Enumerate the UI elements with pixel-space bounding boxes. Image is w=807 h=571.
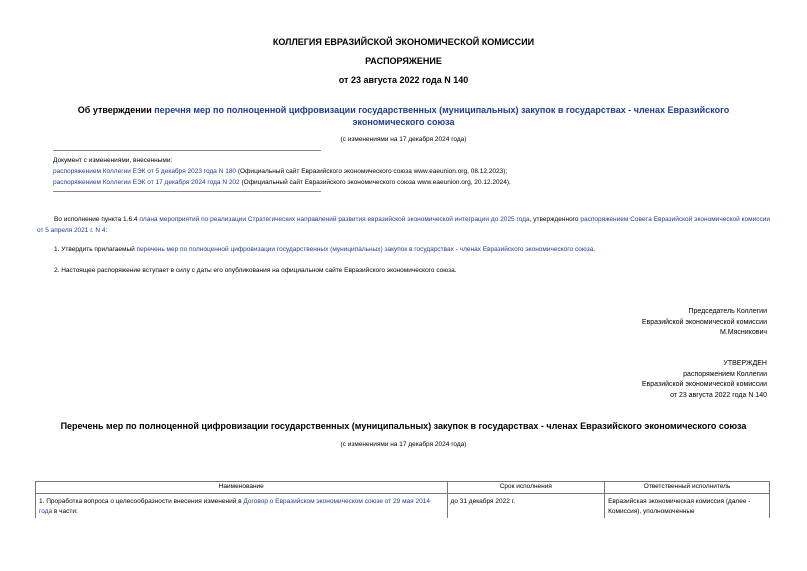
approved-organization: Евразийской экономической комиссии: [641, 381, 767, 388]
row1-executor: Евразийская экономическая комиссия (далее - Комиссия), уполномоченные: [605, 494, 770, 519]
signature-position: Председатель Коллегии: [688, 308, 767, 315]
doc-title-link[interactable]: перечня мер по полноценной цифровизации государственных (муниципальных) закупок в государствах - членах Евразийского экономического союза: [154, 105, 730, 127]
table-header-row: [36, 482, 770, 494]
row1-name-text-b: в части:: [52, 508, 78, 515]
paragraph-1-text-a: 1. Утвердить прилагаемый: [54, 246, 137, 253]
amend-box-top-rule: [53, 150, 321, 151]
paragraph-preamble: [37, 214, 770, 236]
list-changes-note: (с изменениями на 17 декабря 2024 года): [340, 441, 467, 448]
col-header-executor: Ответственный исполнитель: [605, 482, 770, 494]
amend-item-2: [53, 177, 753, 188]
amend-item-2-link[interactable]: распоряжением Коллегии ЕЭК от 17 декабря 2024 года N 202: [53, 179, 240, 186]
org-title: КОЛЛЕГИЯ ЕВРАЗИЙСКОЙ ЭКОНОМИЧЕСКОЙ КОМИССИИ: [272, 37, 535, 47]
paragraph-1: [54, 246, 770, 253]
amend-item-1-link[interactable]: распоряжением Коллегии ЕЭК от 5 декабря 2023 года N 180: [53, 168, 237, 175]
amend-box-bottom-rule: [53, 191, 321, 192]
table-row: [36, 494, 770, 519]
preamble-text-c: :: [105, 227, 108, 234]
approved-date-number: от 23 августа 2022 года N 140: [670, 391, 767, 399]
doc-type: РАСПОРЯЖЕНИЕ: [365, 56, 442, 66]
doc-title: [45, 104, 762, 128]
amend-item-1: [53, 166, 753, 177]
paragraph-1-text-b: .: [593, 246, 596, 253]
approved-label: УТВЕРЖДЕН: [723, 360, 767, 367]
paragraph-2: 2. Настоящее распоряжение вступает в силу с даты его опубликования на официальном сайте Евразийского экономического союза.: [54, 267, 457, 274]
preamble-text-a: Во исполнение пункта 1.6.4: [54, 216, 140, 223]
signature-name: М.Мясникович: [720, 329, 767, 336]
preamble-text-b: , утвержденного: [529, 216, 581, 223]
title-changes-note: (с изменениями на 17 декабря 2024 года): [340, 136, 467, 143]
approved-block: [642, 359, 767, 401]
row1-term: до 31 декабря 2022 г.: [447, 494, 605, 519]
signature-block: [642, 307, 767, 339]
doc-title-prefix: Об утверждении: [77, 105, 155, 115]
approved-by: распоряжением Коллегии: [683, 370, 767, 378]
col-header-name: Наименование: [36, 482, 448, 494]
amend-box: [53, 155, 753, 188]
amend-item-1-text: (Официальный сайт Евразийского экономического союза www.eaeunion.org, 08.12.2023);: [236, 168, 508, 175]
signature-organization: Евразийской экономической комиссии: [641, 318, 767, 326]
col-header-term: Срок исполнения: [447, 482, 605, 494]
list-title: Перечень мер по полноценной цифровизации государственных (муниципальных) закупок в государствах - членах Евразийского экономического союза: [60, 421, 747, 431]
doc-date-number: от 23 августа 2022 года N 140: [338, 75, 469, 85]
row1-name-text-a: 1. Проработка вопроса о целесообразности внесения изменений в: [39, 498, 244, 505]
amend-item-2-text: (Официальный сайт Евразийского экономического союза www.eaeunion.org, 20.12.2024).: [239, 179, 511, 186]
measures-table: [35, 481, 770, 518]
row1-name: [36, 494, 448, 519]
amend-box-heading: Документ с изменениями, внесенными:: [53, 157, 173, 164]
treaty-link[interactable]: Договор о Евразийском экономическом союзе от 29 мая 2014 года: [39, 498, 430, 515]
plan-link[interactable]: плана мероприятий по реализации Стратегических направлений развития евразийской экономической интеграции до 2025 года: [139, 216, 530, 223]
measures-list-link[interactable]: перечень мер по полноценной цифровизации государственных (муниципальных) закупок в государствах - членах Евразийского экономического союза: [136, 246, 594, 253]
council-order-link[interactable]: распоряжением Совета Евразийской экономической комиссии от 5 апреля 2021 г. N 4: [37, 216, 770, 234]
